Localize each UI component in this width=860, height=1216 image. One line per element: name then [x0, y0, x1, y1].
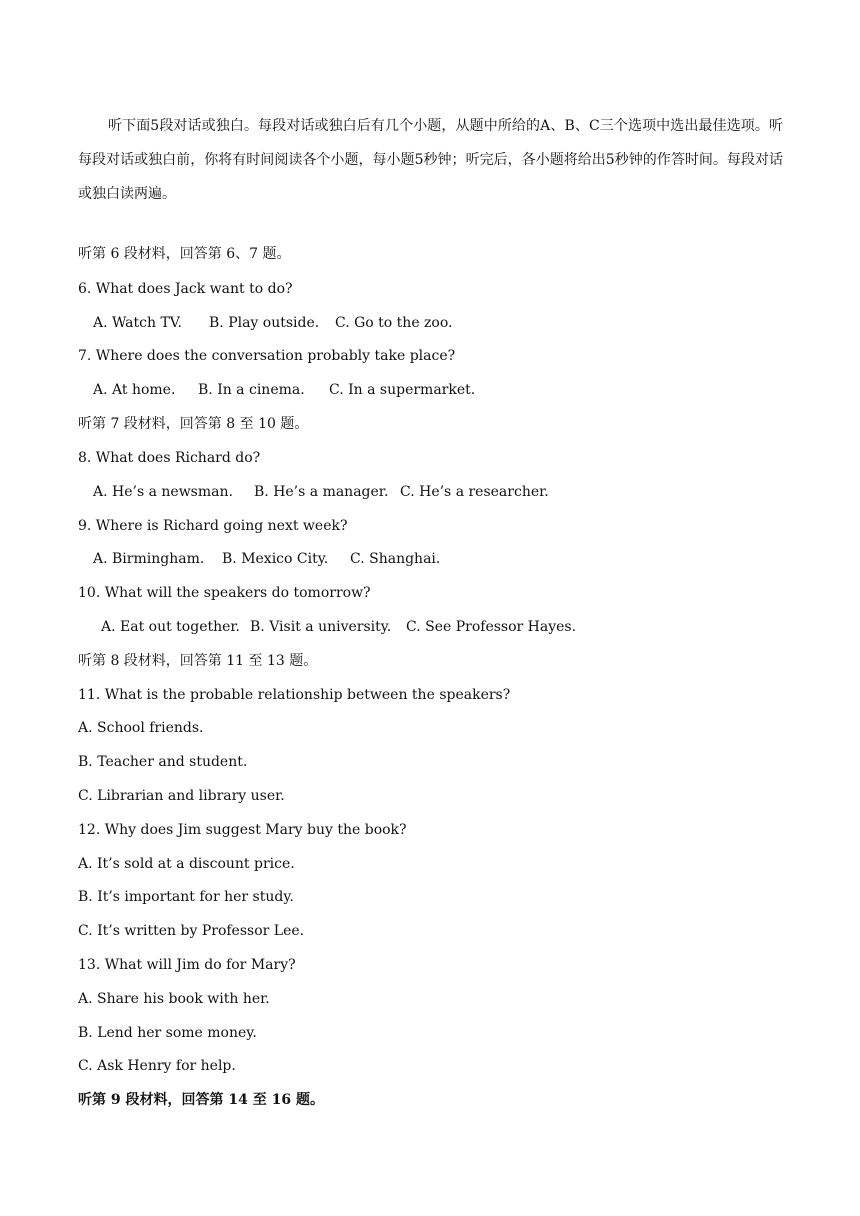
question-13-option-b: B. Lend her some money. [78, 1025, 257, 1041]
section-7-heading: 听第 7 段材料，回答第 8 至 10 题。 [78, 416, 309, 432]
option-b: B. Play outside. [209, 315, 320, 331]
question-10-options [101, 617, 782, 637]
option-c: C. In a supermarket. [329, 382, 476, 398]
question-10-stem: 10. What will the speakers do tomorrow? [78, 585, 371, 601]
question-8-stem: 8. What does Richard do? [78, 450, 261, 466]
option-a: A. At home. [93, 382, 176, 398]
question-11-stem: 11. What is the probable relationship between the speakers? [78, 687, 511, 703]
question-9-stem: 9. Where is Richard going next week? [78, 518, 348, 534]
question-9-options [93, 549, 782, 569]
question-11-option-b: B. Teacher and student. [78, 754, 248, 770]
question-11-option-c: C. Librarian and library user. [78, 788, 285, 804]
option-a: A. Birmingham. [93, 551, 205, 567]
question-7-options [93, 380, 782, 400]
option-c: C. Go to the zoo. [335, 315, 453, 331]
question-11-option-a: A. School friends. [78, 720, 204, 736]
question-12-stem: 12. Why does Jim suggest Mary buy the book? [78, 822, 407, 838]
question-13-option-c: C. Ask Henry for help. [78, 1058, 236, 1074]
question-12-option-b: B. It’s important for her study. [78, 889, 294, 905]
option-b: B. He’s a manager. [254, 484, 389, 500]
instructions-paragraph: 听下面5段对话或独白。每段对话或独白后有几个小题，从题中所给的A、B、C三个选项中选出最佳选项。听每段对话或独白前，你将有时间阅读各个小题，每小题5秒钟；听完后，各小题将给出5秒钟的作答时间。每段对话或独白读两遍。 [78, 118, 783, 202]
question-12-option-c: C. It’s written by Professor Lee. [78, 923, 305, 939]
section-6-heading: 听第 6 段材料，回答第 6、7 题。 [78, 246, 291, 262]
question-13-option-a: A. Share his book with her. [78, 991, 270, 1007]
question-8-options [93, 482, 782, 502]
question-12-option-a: A. It’s sold at a discount price. [78, 856, 295, 872]
section-9-heading: 听第 9 段材料，回答第 14 至 16 题。 [78, 1092, 324, 1108]
option-c: C. See Professor Hayes. [406, 619, 577, 635]
option-b: B. Mexico City. [222, 551, 329, 567]
question-6-stem: 6. What does Jack want to do? [78, 281, 293, 297]
option-a: A. Eat out together. [101, 619, 241, 635]
option-a: A. Watch TV. [93, 315, 182, 331]
question-7-stem: 7. Where does the conversation probably take place? [78, 348, 456, 364]
option-b: B. Visit a university. [250, 619, 392, 635]
option-a: A. He’s a newsman. [93, 484, 233, 500]
option-c: C. He’s a researcher. [400, 484, 549, 500]
question-6-options [93, 313, 782, 333]
question-13-stem: 13. What will Jim do for Mary? [78, 957, 296, 973]
option-c: C. Shanghai. [350, 551, 441, 567]
option-b: B. In a cinema. [198, 382, 305, 398]
section-8-heading: 听第 8 段材料，回答第 11 至 13 题。 [78, 653, 318, 669]
